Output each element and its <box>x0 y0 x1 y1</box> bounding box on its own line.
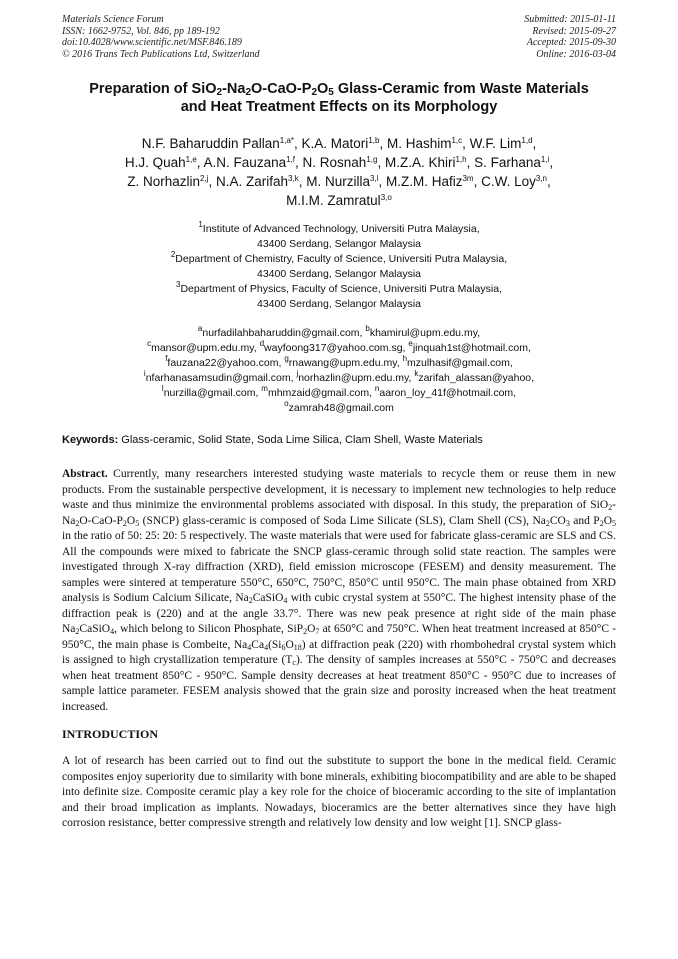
abstract-text: CaSiO <box>79 623 111 635</box>
journal-name: Materials Science Forum <box>62 14 164 25</box>
abstract-text: Currently, many researchers interested studying waste materials to recycle them or reuse them in new products. From the sustainable perspective development, it is necessary to implement new technologies to help reduce waste and thus minimize the environmental problems associated with disposal. In this study, the preparation of SiO <box>62 468 616 511</box>
affiliation-line: 43400 Serdang, Selangor Malaysia <box>256 268 422 280</box>
email-list <box>62 326 616 416</box>
affiliations <box>62 222 616 312</box>
email-line: $^o$zamrah48@gmail.com <box>284 399 394 414</box>
submitted-date: Submitted: 2015-01-11 <box>524 14 616 25</box>
abstract-subscript: 2 <box>303 627 308 636</box>
abstract-subscript: 7 <box>315 627 320 636</box>
abstract-text: (Si <box>268 638 282 651</box>
abstract-subscript: 4 <box>264 642 269 652</box>
abstract-text: ). The density of samples increases at 550°C - 750°C and decreases when heat treatment 850°C - 950°C. Sample density decreases at heat treatment 850°C - 950°C due to increases of sample lattice parameter. FESEM analysis showed that the grain size and porosity increased when the heat treatment increased. <box>62 654 616 713</box>
abstract-text: -Na <box>62 499 616 527</box>
keywords-text: Glass-ceramic, Solid State, Soda Lime Silica, Clam Shell, Waste Materials <box>118 434 483 446</box>
abstract-label: Abstract. <box>62 468 108 480</box>
abstract-subscript: 4 <box>283 596 288 605</box>
author-list <box>62 134 616 210</box>
abstract-subscript: 4 <box>247 642 252 652</box>
journal-header <box>62 14 616 60</box>
publication-info <box>62 14 260 60</box>
abstract-text: , which belong to Silicon Phosphate, SiP <box>114 623 304 635</box>
abstract-subscript: c <box>292 658 296 667</box>
section-heading-introduction: INTRODUCTION <box>62 727 159 741</box>
keywords <box>62 433 616 447</box>
abstract-text: O <box>285 638 294 651</box>
abstract <box>62 467 616 715</box>
abstract-text: O-CaO-P <box>79 514 123 527</box>
abstract-subscript: 3 <box>565 518 570 528</box>
abstract-text: with cubic crystal system at 550°C. The highest intensity phase of the diffraction peak is (220) and at the angle 33.7°. There was new peak presence at right side of the main phase Na <box>62 592 616 635</box>
abstract-text: O <box>307 623 316 635</box>
abstract-subscript: 5 <box>135 518 140 528</box>
author-line: N.F. Baharuddin Pallan$^{1,a*}$, K.A. Matori$^{1,b}$, M. Hashim$^{1,c}$, W.F. Lim$^{1,d}$, <box>141 136 537 151</box>
author-line: M.I.M. Zamratul$^{3,o}$ <box>286 193 392 208</box>
affiliation-line: $^3$Department of Physics, Faculty of Science, Universiti Putra Malaysia, <box>176 280 502 295</box>
keywords-label: Keywords: <box>62 434 119 446</box>
title-line-2: and Heat Treatment Effects on its Morphology <box>180 99 498 115</box>
introduction-paragraph: A lot of research has been carried out to find out the substitute to support the bone in the medical field. Ceramic composites enjoy superiority due to similarity with bone minerals, exhibiting biocompatibility and are able to be shaped into definite size. Composite ceramic play a key role for the choice of bioceramic according to the site of implantation and their broad implication as implants. Nowadays, bioceramics are the better alternatives since they have high corrosion resistance, better compressive strength and relatively low density and low weight [1]. SNCP glass- <box>62 755 616 829</box>
abstract-subscript: 2 <box>75 518 80 528</box>
author-line: Z. Norhazlin$^{2,j}$, N.A. Zarifah$^{3,k}$, M. Nurzilla$^{3,l}$, M.Z.M. Hafiz$^{3m}$, C.W. Loy$^{3,n}$, <box>127 174 551 189</box>
affiliation-line: $^1$Institute of Advanced Technology, Universiti Putra Malaysia, <box>198 220 480 235</box>
email-line: $^c$mansor@upm.edu.my, $^d$wayfoong317@yahoo.com.sg, $^e$jinquah1st@hotmail.com, <box>147 339 531 354</box>
abstract-subscript: 2 <box>122 518 127 528</box>
doi: doi:10.4028/www.scientific.net/MSF.846.189 <box>62 37 242 48</box>
abstract-text: Ca <box>251 638 265 651</box>
abstract-subscript: 2 <box>608 503 613 512</box>
abstract-subscript: 2 <box>75 627 80 636</box>
author-line: H.J. Quah$^{1,e}$, A.N. Fauzana$^{1,f}$, N. Rosnah$^{1,g}$, M.Z.A. Khiri$^{1,h}$, S. Farhana$^{1,i}$, <box>124 155 554 170</box>
abstract-subscript: 2 <box>248 596 253 605</box>
email-line: $^l$nurzilla@gmail.com, $^m$mhmzaid@gmail.com, $^n$aaron_loy_41f@hotmail.com, <box>161 384 517 399</box>
abstract-text: and P <box>569 514 600 527</box>
abstract-subscript: 2 <box>545 518 550 528</box>
abstract-text: at 650°C and 750°C. When heat treatment increased at 850°C - 950°C, the main phase is Combeite, Na <box>62 623 616 651</box>
abstract-subscript: 5 <box>612 518 616 528</box>
abstract-text: (SNCP) glass-ceramic is composed of Soda Lime Silicate (SLS), Clam Shell (CS), Na <box>139 514 546 527</box>
abstract-text: O <box>126 514 136 527</box>
title-line-1: Preparation of $SiO_2-Na_2O-CaO-P_2O_5$ Glass-Ceramic from Waste Materials <box>89 81 589 98</box>
abstract-subscript: 6 <box>281 642 286 652</box>
accepted-date: Accepted: 2015-09-30 <box>526 37 616 48</box>
affiliation-line: 43400 Serdang, Selangor Malaysia <box>256 238 422 250</box>
paper-title <box>62 80 616 116</box>
abstract-subscript: 18 <box>293 642 302 652</box>
email-line: $^a$nurfadilahbaharuddin@gmail.com, $^b$khamirul@upm.edu.my, <box>197 324 481 339</box>
abstract-text: CaSiO <box>252 592 284 604</box>
online-date: Online: 2016-03-04 <box>536 48 616 60</box>
abstract-subscript: 4 <box>110 627 115 636</box>
email-line: $^f$fauzana22@yahoo.com, $^g$rnawang@upm.edu.my, $^h$mzulhasif@gmail.com, <box>165 354 513 369</box>
abstract-text: in the ratio of 50: 25: 20: 5 respectively. The waste materials that were used for fabricate glass-ceramic are SLS and CS. All the compounds were mixed to fabricate the SNCP glass-ceramic through solid state reaction. The samples were investigated through X-ray diffraction (XRD), field emission microscope (FESEM) and density measurement. The samples were sintered at temperature 550°C, 650°C, 750°C, 850°C until 950°C. The main phase obtained from XRD analysis is Sodium Calcium Silicate, Na <box>62 530 616 604</box>
copyright: © 2016 Trans Tech Publications Ltd, Switzerland <box>62 48 260 60</box>
abstract-text: CO <box>549 514 566 527</box>
email-line: $^i$nfarhanasamsudin@gmail.com, $^j$norhazlin@upm.edu.my, $^k$zarifah_alassan@yahoo, <box>143 369 535 384</box>
abstract-text: O <box>603 514 612 527</box>
abstract-subscript: 2 <box>599 518 604 528</box>
issn: ISSN: 1662-9752, Vol. 846, pp 189-192 <box>62 25 220 37</box>
dates-info <box>524 14 616 60</box>
revised-date: Revised: 2015-09-27 <box>532 25 616 37</box>
abstract-text: ) at diffraction peak (220) with rhombohedral crystal system which is assigned to high crystallization temperature (T <box>62 638 616 666</box>
affiliation-line: 43400 Serdang, Selangor Malaysia <box>256 298 422 310</box>
affiliation-line: $^2$Department of Chemistry, Faculty of Science, Universiti Putra Malaysia, <box>170 250 508 265</box>
